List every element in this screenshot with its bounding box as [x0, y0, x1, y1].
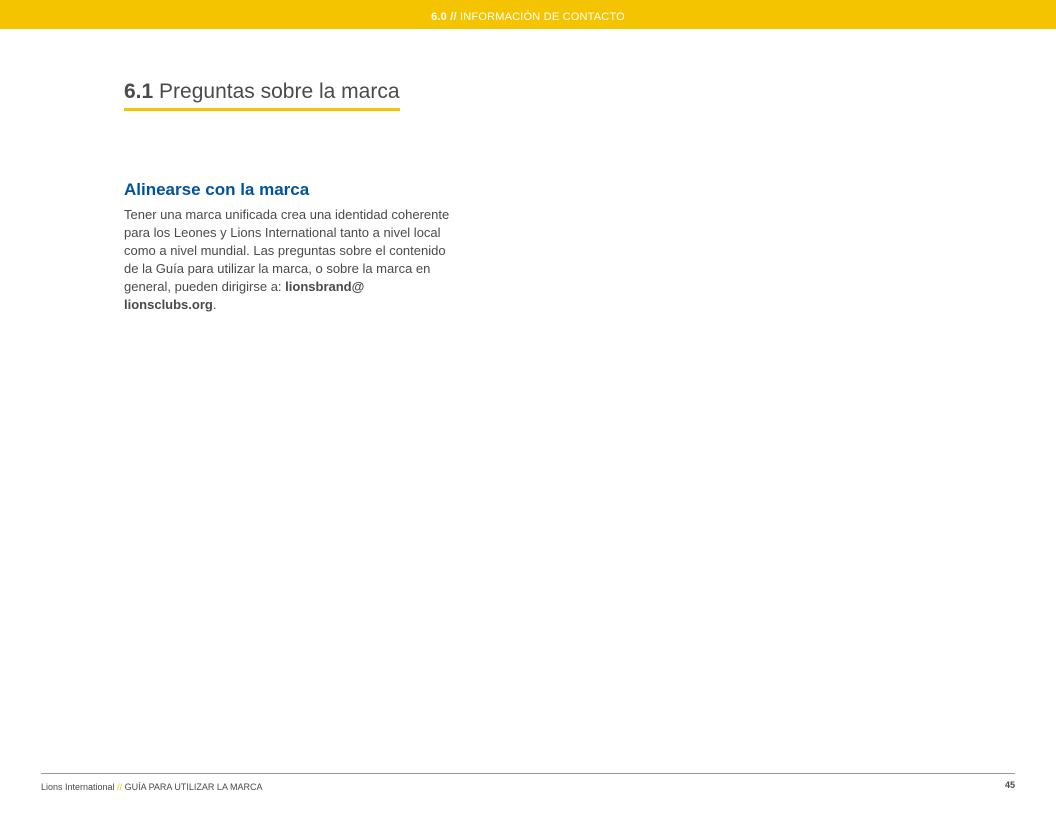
section-title: Preguntas sobre la marca: [153, 80, 400, 103]
section-heading: [124, 78, 400, 111]
banner-separator: //: [446, 11, 460, 23]
footer-org: Lions International: [41, 782, 118, 792]
footer-label: [41, 781, 262, 793]
body-end: .: [212, 297, 217, 312]
page-number: 45: [1004, 780, 1015, 790]
email-part-1: lionsbrand@: [285, 279, 365, 294]
banner-section-title: INFORMACIÓN DE CONTACTO: [460, 11, 625, 23]
banner-section-number: 6.0: [431, 11, 447, 23]
footer-divider: [41, 773, 1015, 774]
top-banner: [0, 0, 1056, 29]
footer-separator: //: [117, 782, 123, 792]
footer-guide-title: GUÍA PARA UTILIZAR LA MARCA: [122, 782, 263, 792]
body-text: Tener una marca unificada crea una identidad coherente para los Leones y Lions International tanto a nivel local como a nivel mundial. Las preguntas sobre el contenido de la Guía para utilizar la marca, o sobre la marca en general, pueden dirigirse a:: [124, 207, 450, 294]
section-number: 6.1: [124, 80, 154, 103]
sub-heading: Alinearse con la marca: [124, 180, 310, 199]
body-paragraph: [124, 206, 458, 314]
email-part-2: lionsclubs.org: [124, 297, 213, 312]
